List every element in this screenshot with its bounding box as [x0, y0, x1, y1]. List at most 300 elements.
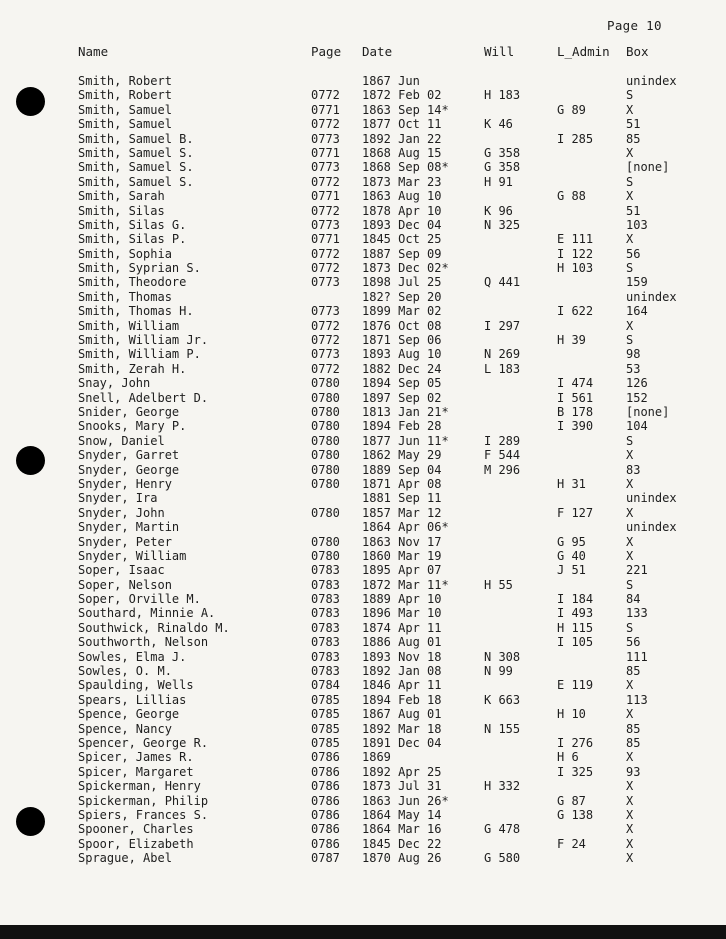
cell-admin: G 89 [557, 102, 586, 117]
cell-name: Smith, Thomas [78, 289, 172, 304]
table-row [0, 362, 726, 376]
cell-date: 1857 Mar 12 [362, 505, 442, 520]
cell-name: Smith, Sarah [78, 189, 165, 204]
cell-name: Spicer, James R. [78, 750, 194, 765]
cell-box: X [626, 102, 634, 117]
scan-edge [0, 925, 726, 939]
cell-date: 1874 Apr 11 [362, 620, 442, 635]
cell-page: 0783 [311, 606, 340, 621]
cell-date: 1893 Aug 10 [362, 347, 442, 362]
cell-box: S [626, 261, 634, 276]
header-box: Box [626, 44, 649, 59]
cell-name: Smith, Robert [78, 74, 172, 88]
table-row [0, 491, 726, 505]
cell-date: 1887 Sep 09 [362, 246, 442, 261]
cell-name: Snell, Adelbert D. [78, 390, 209, 405]
table-row [0, 693, 726, 707]
cell-box: S [626, 433, 634, 448]
cell-name: Spaulding, Wells [78, 678, 194, 693]
cell-date: 1863 Sep 14* [362, 102, 449, 117]
cell-box: X [626, 189, 634, 204]
cell-box: 98 [626, 347, 641, 362]
table-row [0, 549, 726, 563]
cell-box: X [626, 793, 634, 808]
table-row [0, 376, 726, 390]
cell-date: 1894 Sep 05 [362, 376, 442, 391]
page-number: Page 10 [607, 18, 662, 33]
cell-box: S [626, 88, 634, 103]
cell-date: 1871 Sep 06 [362, 333, 442, 348]
cell-name: Southwick, Rinaldo M. [78, 620, 230, 635]
cell-page: 0783 [311, 620, 340, 635]
cell-page: 0772 [311, 333, 340, 348]
cell-date: 1892 Apr 25 [362, 764, 442, 779]
cell-date: 1864 Mar 16 [362, 822, 442, 837]
cell-name: Smith, Silas [78, 203, 165, 218]
cell-page: 0786 [311, 793, 340, 808]
table-row [0, 822, 726, 836]
cell-date: 1877 Oct 11 [362, 117, 442, 132]
cell-date: 1863 Jun 26* [362, 793, 449, 808]
cell-box: 51 [626, 117, 641, 132]
cell-box: X [626, 505, 634, 520]
cell-name: Soper, Nelson [78, 577, 172, 592]
cell-page: 0780 [311, 419, 340, 434]
cell-admin: H 103 [557, 261, 594, 276]
cell-date: 1870 Aug 26 [362, 851, 442, 866]
cell-page: 0783 [311, 635, 340, 650]
cell-page: 0772 [311, 246, 340, 261]
cell-box: 152 [626, 390, 648, 405]
table-row [0, 535, 726, 549]
cell-admin: G 95 [557, 534, 586, 549]
cell-date: 1846 Apr 11 [362, 678, 442, 693]
cell-date: 1893 Nov 18 [362, 649, 442, 664]
cell-box: 126 [626, 376, 648, 391]
cell-admin: I 285 [557, 131, 594, 146]
cell-box: X [626, 750, 634, 765]
cell-name: Smith, William P. [78, 347, 201, 362]
cell-name: Smith, Samuel [78, 102, 172, 117]
cell-box: [none] [626, 160, 670, 175]
cell-page: 0786 [311, 779, 340, 794]
cell-admin: I 622 [557, 304, 594, 319]
cell-page: 0783 [311, 664, 340, 679]
cell-date: 1877 Jun 11* [362, 433, 449, 448]
cell-admin: I 276 [557, 735, 594, 750]
table-row [0, 347, 726, 361]
cell-box: unindex [626, 491, 677, 506]
cell-name: Smith, Theodore [78, 275, 187, 290]
table-row [0, 247, 726, 261]
cell-admin: B 178 [557, 404, 594, 419]
cell-page: 0780 [311, 462, 340, 477]
cell-date: 1864 May 14 [362, 807, 442, 822]
cell-page: 0787 [311, 851, 340, 866]
cell-page: 0783 [311, 649, 340, 664]
record-list [0, 74, 726, 865]
cell-name: Smith, Thomas H. [78, 304, 194, 319]
table-row [0, 750, 726, 764]
cell-date: 1868 Aug 15 [362, 145, 442, 160]
cell-name: Spence, Nancy [78, 721, 172, 736]
cell-box: 51 [626, 203, 641, 218]
header-name: Name [78, 44, 109, 59]
cell-will: G 580 [484, 851, 521, 866]
cell-admin: I 184 [557, 592, 594, 607]
cell-page: 0780 [311, 448, 340, 463]
cell-page: 0780 [311, 505, 340, 520]
cell-admin: H 39 [557, 333, 586, 348]
cell-box: 103 [626, 217, 648, 232]
cell-admin: I 105 [557, 635, 594, 650]
table-row [0, 808, 726, 822]
cell-admin: H 115 [557, 620, 594, 635]
cell-name: Sowles, Elma J. [78, 649, 187, 664]
table-row [0, 578, 726, 592]
table-row [0, 103, 726, 117]
cell-will: G 478 [484, 822, 521, 837]
cell-name: Spears, Lillias [78, 692, 187, 707]
cell-name: Snyder, Ira [78, 491, 158, 506]
cell-date: 1878 Apr 10 [362, 203, 442, 218]
table-row [0, 765, 726, 779]
cell-name: Sowles, O. M. [78, 664, 172, 679]
table-row [0, 664, 726, 678]
cell-page: 0785 [311, 721, 340, 736]
cell-page: 0773 [311, 304, 340, 319]
cell-box: 53 [626, 361, 641, 376]
cell-will: M 296 [484, 462, 521, 477]
cell-date: 1872 Mar 11* [362, 577, 449, 592]
table-row [0, 563, 726, 577]
cell-box: X [626, 836, 634, 851]
cell-name: Smith, Silas G. [78, 217, 187, 232]
cell-page: 0780 [311, 433, 340, 448]
cell-date: 1872 Feb 02 [362, 88, 442, 103]
cell-box: X [626, 318, 634, 333]
cell-name: Smith, Sophia [78, 246, 172, 261]
cell-date: 182? Sep 20 [362, 289, 442, 304]
header-page: Page [311, 44, 342, 59]
cell-page: 0785 [311, 735, 340, 750]
cell-will: G 358 [484, 160, 521, 175]
cell-page: 0780 [311, 476, 340, 491]
cell-will: N 269 [484, 347, 521, 362]
cell-box: X [626, 232, 634, 247]
cell-date: 1868 Sep 08* [362, 160, 449, 175]
cell-page: 0773 [311, 160, 340, 175]
cell-date: 1845 Oct 25 [362, 232, 442, 247]
cell-will: H 55 [484, 577, 513, 592]
cell-box: 85 [626, 721, 641, 736]
table-row [0, 261, 726, 275]
cell-date: 1863 Nov 17 [362, 534, 442, 549]
cell-will: H 332 [484, 779, 521, 794]
cell-date: 1894 Feb 18 [362, 692, 442, 707]
cell-date: 1867 Jun [362, 74, 420, 88]
cell-admin: E 111 [557, 232, 594, 247]
cell-box: X [626, 548, 634, 563]
cell-box: 164 [626, 304, 648, 319]
cell-date: 1873 Jul 31 [362, 779, 442, 794]
cell-box: X [626, 476, 634, 491]
cell-box: unindex [626, 289, 677, 304]
cell-admin: I 325 [557, 764, 594, 779]
cell-will: K 46 [484, 117, 513, 132]
cell-box: X [626, 448, 634, 463]
table-row [0, 851, 726, 865]
cell-name: Spickerman, Philip [78, 793, 209, 808]
cell-box: S [626, 174, 634, 189]
cell-date: 1864 Apr 06* [362, 520, 449, 535]
cell-date: 1889 Sep 04 [362, 462, 442, 477]
table-row [0, 218, 726, 232]
cell-will: I 297 [484, 318, 521, 333]
cell-name: Snyder, Henry [78, 476, 172, 491]
cell-box: 56 [626, 246, 641, 261]
table-row [0, 419, 726, 433]
cell-name: Spencer, George R. [78, 735, 209, 750]
cell-box: 84 [626, 592, 641, 607]
cell-box: 85 [626, 735, 641, 750]
cell-name: Smith, Robert [78, 88, 172, 103]
cell-name: Snooks, Mary P. [78, 419, 187, 434]
cell-admin: H 10 [557, 707, 586, 722]
cell-admin: F 127 [557, 505, 594, 520]
cell-page: 0780 [311, 404, 340, 419]
cell-page: 0773 [311, 347, 340, 362]
cell-will: G 358 [484, 145, 521, 160]
cell-page: 0785 [311, 692, 340, 707]
cell-date: 1873 Dec 02* [362, 261, 449, 276]
cell-admin: J 51 [557, 563, 586, 578]
cell-admin: I 390 [557, 419, 594, 434]
cell-admin: G 40 [557, 548, 586, 563]
cell-name: Southworth, Nelson [78, 635, 209, 650]
cell-will: N 155 [484, 721, 521, 736]
table-row [0, 175, 726, 189]
cell-name: Spoor, Elizabeth [78, 836, 194, 851]
table-row [0, 304, 726, 318]
cell-box: X [626, 822, 634, 837]
cell-date: 1899 Mar 02 [362, 304, 442, 319]
cell-admin: H 31 [557, 476, 586, 491]
cell-date: 1897 Sep 02 [362, 390, 442, 405]
cell-date: 1886 Aug 01 [362, 635, 442, 650]
cell-date: 1876 Oct 08 [362, 318, 442, 333]
cell-box: X [626, 779, 634, 794]
cell-page: 0780 [311, 548, 340, 563]
cell-box: 85 [626, 664, 641, 679]
cell-name: Snyder, Garret [78, 448, 180, 463]
cell-page: 0771 [311, 145, 340, 160]
cell-date: 1898 Jul 25 [362, 275, 442, 290]
cell-page: 0772 [311, 88, 340, 103]
cell-date: 1889 Apr 10 [362, 592, 442, 607]
cell-page: 0785 [311, 707, 340, 722]
cell-page: 0772 [311, 361, 340, 376]
cell-name: Smith, Silas P. [78, 232, 187, 247]
cell-box: 133 [626, 606, 648, 621]
table-row [0, 520, 726, 534]
cell-admin: I 474 [557, 376, 594, 391]
cell-box: X [626, 851, 634, 866]
table-row [0, 779, 726, 793]
cell-name: Smith, William Jr. [78, 333, 209, 348]
cell-page: 0780 [311, 534, 340, 549]
cell-admin: I 122 [557, 246, 594, 261]
cell-page: 0784 [311, 678, 340, 693]
cell-page: 0772 [311, 203, 340, 218]
cell-name: Smith, Samuel S. [78, 160, 194, 175]
cell-name: Southard, Minnie A. [78, 606, 216, 621]
cell-name: Soper, Orville M. [78, 592, 201, 607]
header-will: Will [484, 44, 515, 59]
table-row [0, 635, 726, 649]
cell-page: 0772 [311, 261, 340, 276]
cell-box: unindex [626, 520, 677, 535]
cell-will: H 183 [484, 88, 521, 103]
cell-name: Snyder, John [78, 505, 165, 520]
table-row [0, 434, 726, 448]
cell-page: 0771 [311, 189, 340, 204]
cell-box: 111 [626, 649, 648, 664]
cell-date: 1863 Aug 10 [362, 189, 442, 204]
cell-will: L 183 [484, 361, 521, 376]
cell-box: S [626, 620, 634, 635]
cell-name: Snyder, Martin [78, 520, 180, 535]
table-row [0, 275, 726, 289]
cell-page: 0786 [311, 764, 340, 779]
cell-box: 104 [626, 419, 648, 434]
cell-date: 1896 Mar 10 [362, 606, 442, 621]
cell-name: Snay, John [78, 376, 151, 391]
cell-date: 1873 Mar 23 [362, 174, 442, 189]
cell-box: X [626, 707, 634, 722]
cell-page: 0771 [311, 232, 340, 247]
table-row [0, 722, 726, 736]
cell-will: N 308 [484, 649, 521, 664]
cell-name: Sprague, Abel [78, 851, 172, 866]
cell-name: Snyder, Peter [78, 534, 172, 549]
cell-box: 83 [626, 462, 641, 477]
table-row [0, 506, 726, 520]
cell-page: 0772 [311, 318, 340, 333]
cell-page: 0783 [311, 592, 340, 607]
table-row [0, 448, 726, 462]
cell-admin: I 493 [557, 606, 594, 621]
cell-will: N 99 [484, 664, 513, 679]
table-row [0, 794, 726, 808]
cell-will: K 663 [484, 692, 521, 707]
table-row [0, 707, 726, 721]
cell-will: I 289 [484, 433, 521, 448]
cell-date: 1867 Aug 01 [362, 707, 442, 722]
cell-box: 93 [626, 764, 641, 779]
cell-name: Spiers, Frances S. [78, 807, 209, 822]
cell-box: 221 [626, 563, 648, 578]
cell-admin: G 87 [557, 793, 586, 808]
table-row [0, 837, 726, 851]
cell-box: 159 [626, 275, 648, 290]
cell-will: Q 441 [484, 275, 521, 290]
cell-name: Smith, Samuel S. [78, 145, 194, 160]
cell-admin: F 24 [557, 836, 586, 851]
cell-name: Snyder, George [78, 462, 180, 477]
cell-name: Soper, Isaac [78, 563, 165, 578]
cell-page: 0773 [311, 275, 340, 290]
cell-box: [none] [626, 404, 670, 419]
cell-name: Spickerman, Henry [78, 779, 201, 794]
cell-box: X [626, 678, 634, 693]
cell-page: 0783 [311, 577, 340, 592]
cell-page: 0771 [311, 102, 340, 117]
cell-name: Smith, William [78, 318, 180, 333]
cell-page: 0772 [311, 117, 340, 132]
cell-name: Spence, George [78, 707, 180, 722]
cell-date: 1869 [362, 750, 391, 765]
cell-page: 0773 [311, 131, 340, 146]
cell-date: 1895 Apr 07 [362, 563, 442, 578]
cell-admin: H 6 [557, 750, 579, 765]
table-row [0, 160, 726, 174]
cell-page: 0786 [311, 836, 340, 851]
cell-box: S [626, 577, 634, 592]
cell-page: 0772 [311, 174, 340, 189]
table-row [0, 74, 726, 88]
cell-name: Smith, Samuel S. [78, 174, 194, 189]
table-row [0, 606, 726, 620]
cell-page: 0773 [311, 217, 340, 232]
cell-box: X [626, 807, 634, 822]
table-row [0, 391, 726, 405]
cell-date: 1871 Apr 08 [362, 476, 442, 491]
cell-date: 1845 Dec 22 [362, 836, 442, 851]
cell-box: 85 [626, 131, 641, 146]
table-row [0, 621, 726, 635]
table-row [0, 232, 726, 246]
cell-will: N 325 [484, 217, 521, 232]
table-row [0, 204, 726, 218]
cell-will: K 96 [484, 203, 513, 218]
cell-date: 1813 Jan 21* [362, 404, 449, 419]
cell-admin: G 138 [557, 807, 594, 822]
cell-date: 1882 Dec 24 [362, 361, 442, 376]
cell-box: X [626, 534, 634, 549]
cell-date: 1894 Feb 28 [362, 419, 442, 434]
table-row [0, 592, 726, 606]
table-row [0, 146, 726, 160]
cell-will: H 91 [484, 174, 513, 189]
cell-admin: E 119 [557, 678, 594, 693]
cell-name: Smith, Samuel [78, 117, 172, 132]
cell-page: 0780 [311, 376, 340, 391]
cell-name: Smith, Syprian S. [78, 261, 201, 276]
table-row [0, 463, 726, 477]
table-row [0, 736, 726, 750]
cell-date: 1892 Jan 22 [362, 131, 442, 146]
table-row [0, 88, 726, 102]
cell-box: unindex [626, 74, 677, 88]
header-admin: L_Admin [557, 44, 610, 59]
table-row [0, 678, 726, 692]
cell-name: Spooner, Charles [78, 822, 194, 837]
cell-page: 0786 [311, 807, 340, 822]
cell-page: 0786 [311, 822, 340, 837]
cell-date: 1891 Dec 04 [362, 735, 442, 750]
cell-name: Smith, Samuel B. [78, 131, 194, 146]
